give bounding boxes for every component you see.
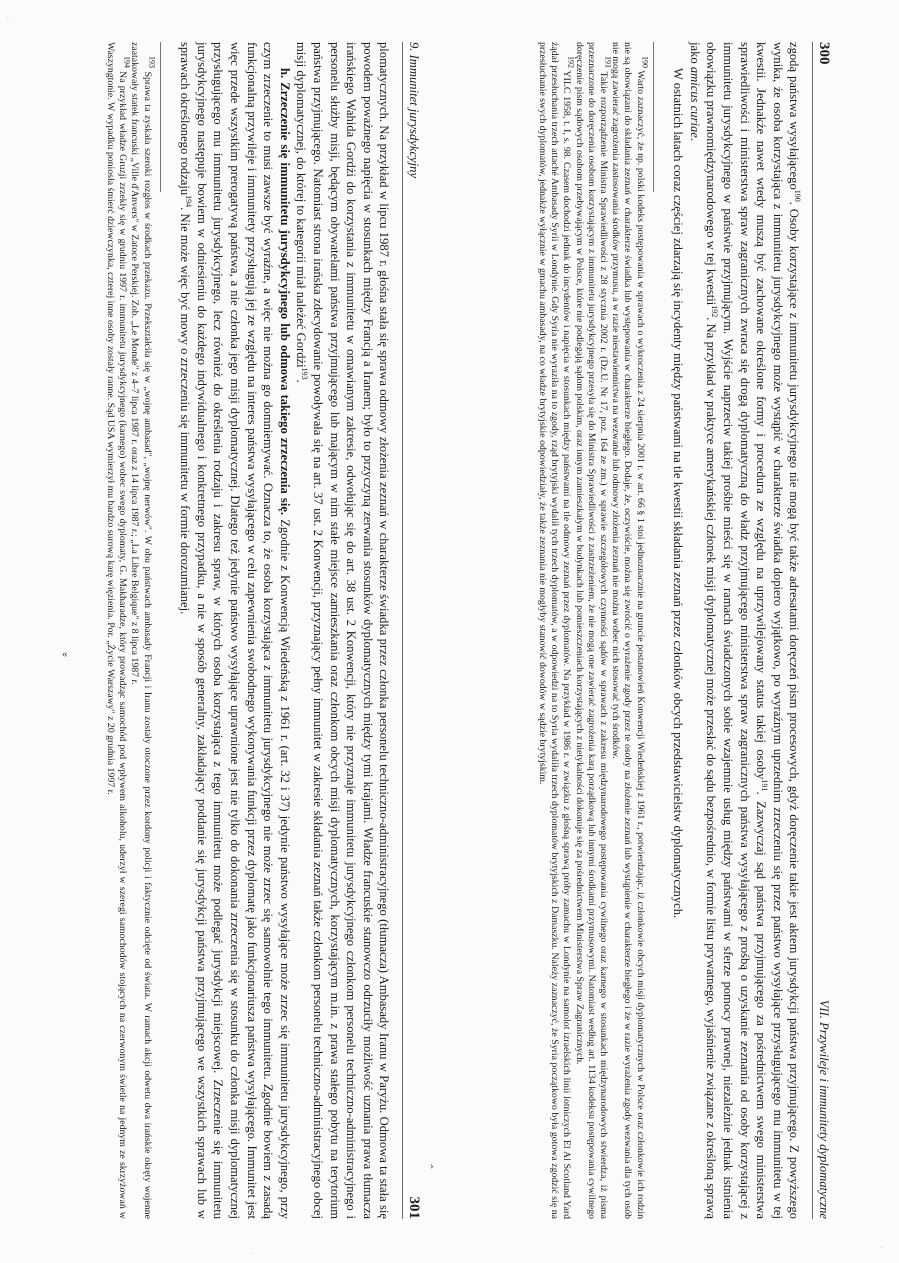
text-run: . Na przykład w praktyce amerykańskiej członek misji dyplomatycznej może przesłać do sądu bezpośrednio, w formie listu prywatnego, wyjaśnienie związane z określoną sprawą jako	[687, 42, 719, 1220]
text-run: plomatycznych. Na przykład w lipcu 1987 r. głośna stała się sprawa odmowy złożenia zeznań w charakterze świadka przez członka personelu techniczno-administracyjnego (tłumacza) Ambasady Iranu w Paryżu. Odmowa ta stała się powodem poważnego napięcia w stosunkach między Francją a Iranem; było to przyczyną zerwania stosunków dyplomatycznych między tymi krajami. Władze francuskie stanowczo odrzuciły możliwość uznania prawa tłumacza irańskiego Wahida Gordżi do korzystania z immunitetu w omawianym zakresie, odwołując się do art. 38 ust. 2 Konwencji, który nie przyznaje immunitetu jurysdykcyjnego członkom personelu techniczno-administracyjnego i personelu służby misji, będącym obywatelami państwa przyjmującego lub mającym w nim stałe miejsce zamieszkania oraz członkom obcych misji dyplomatycznych, korzystającym m.in. z prawa stałego pobytu na terytorium państwa przyjmującego. Natomiast strona irańska zdecydowanie powoływała się na art. 37 ust. 2 Konwencji, przyznający pełny immunitet w zakresie składania zeznań także członkom personelu techniczno-administracyjnego obcej misji dyplomatycznej, do której to kategorii miał należeć Gordżi	[294, 42, 392, 1219]
text-run: zgodą państwa wysyłającego	[787, 42, 802, 190]
footnote-ref: 193	[300, 367, 310, 380]
page-301	[23, 18, 428, 1243]
footnote-text: Na przykład władze Gruzji zrzekły się w grudniu 1997 r. immunitetu jurysdykcyjnego (karnego) wobec swego dyplomaty, G. Makharadze, który prowadząc samochód pod wpływem alkoholu, uderzył w szeregi samochodów stojących na czerwonym świetle na jednym ze skrzyżowań w Waszyngtonie. W wypadku poniosła śmierć dziewczynka, czterej inne osoby zostały ranne. Sąd USA wymierzył mu bardzo surową karę więzienia. Por. „Życie Warszawy" z 20 grudnia 1997 r.	[105, 42, 129, 1219]
text-run: Zgodnie z Konwencją Wiedeńską z 1961 r. (art. 32 i 37) jedynie państwo wysyłające może zrzec się immunitetu jurysdykcyjnego, przy czym zrzeczenie to musi zawsze być wyraźne, a więc nie można go domniemywać. Oznacza to, że osoba korzystająca z immunitetu jurysdykcyjnego nie może zrzec się samowolnie tego immunitetu. Zgodnie bowiem z zasadą funkcjonalną przywileje i immunitety przysługują jej ze względu na interes państwa wysyłającego w celu zapewnienia swobodnego wykonywania funkcji przez dyplomatę jako funkcjonariusza państwa wysyłającego. Immunitet jest więc przede wszystkim prerogatywą państwa, a nie członka jego misji dyplomatycznej. Dlatego też jedynie państwo wysyłające uprawnione jest nie tylko do dokonania zrzeczenia się w stosunku do członka misji dyplomatycznej przysługującego mu immunitetu jurysdykcyjnego, lecz również do określenia rodzaju i zakresu spraw, w których osoba korzystająca z tego immunitetu może podlegać jurysdykcji miejscowej. Zrzeczenie się immunitetu jurysdykcyjnego następuje bowiem w odniesieniu do każdego indywidualnego i konkretnego przypadku, a nie w sposób generalny, zakładający poddanie się jurysdykcji państwa przyjmującego we wszystkich sprawach lub w sprawach określonego rodzaju	[178, 42, 292, 1219]
scan-speck: ·	[250, 1248, 254, 1260]
footnote-text: Warto zaznaczyć, że np. polski kodeks postępowania w sprawach o wykroczenia z 24 sierpnia 2001 r. w art. 66 § 1 stoi jednoznacznie na gruncie postanowień Konwencji Wiedeńskiej z 1961 r., potwierdzając, iż członkowie obcych misji dyplomatycznych w Polsce oraz członkowie ich rodzin nie są obowiązani do składania zeznań w charakterze świadka lub występowania w charakterze biegłego. Dodaje, że, oczywiście, można się zwrócić o wyrażenie zgody przez te osoby na złożenie zeznań lub wystąpienie w charakterze biegłego i że w razie wyrażenia zgody wezwania dla tych osób nie mogą zawierać zagrożenia zastosowania środków przymusu, a w razie niestawiennictwa na wezwanie lub odmowy złożenia zeznań nie można wobec nich stosować tych środków.	[610, 42, 646, 1219]
text-run: W ostatnich latach coraz częściej zdarzają się incydenty między państwami na tle kwestii składania zeznań przez członków obcych przedstawicielstw dyplomatycznych.	[671, 68, 686, 919]
footnote-ref: 192	[710, 305, 720, 318]
footnote-divider	[653, 42, 654, 192]
footnote	[536, 42, 576, 1219]
paragraph	[293, 42, 393, 1219]
footnote-divider	[160, 42, 161, 192]
body-text	[670, 42, 803, 1219]
body-text	[177, 42, 393, 1219]
footnote	[609, 42, 649, 1219]
text-run: . Osoby korzystające z immunitetu jurysdykcyjnego nie mogą być także adresatami doręczeń pism procesowych, gdyż doręczenie takie jest aktem jurysdykcji państwa przyjmującego. Z powyższego wynika, że osoba korzystająca z immunitetu jurysdykcyjnego może wystąpić w charakterze świadka dopiero wyjątkowo, po wyraźnym uprzednim zrzeczeniu się przez państwo wysyłające przysługującego mu immunitetu w tej kwestii. Jednakże nawet wtedy muszą być zachowane określone formy i procedura ze względu na uprzywilejowany status takiej osoby	[754, 42, 802, 1219]
footnote-number: 194	[122, 56, 132, 68]
footnote-ref: 190	[793, 189, 803, 202]
scan-speck: ·	[880, 1242, 884, 1254]
footnote-ref: 191	[760, 779, 770, 792]
margin-mark: «	[62, 648, 68, 660]
scan-speck: ·	[6, 12, 10, 24]
page-300	[443, 18, 838, 1243]
text-run: . Zazwyczaj sąd państwa przyjmującego za pośrednictwem swego ministerstwa sprawiedliwości i ministerstwa spraw zagranicznych zwraca się drogą dyplomatyczną do władz przyjmującego ministerstwa spraw zagranicznych państwa wysyłającego z prośbą o uzyskanie zeznania od osoby korzystającej z immunitetu jurysdykcyjnego w państwie przyjmującym. Wyjście naprzeciw takiej prośbie mieści się w ramach świadczonych sobie wzajemnie usług między państwami w sferze pomocy prawnej, niezależnie jednak istnienia obowiązku prawnomiędzynarodowego w tej kwestii	[704, 42, 769, 1219]
footnote-number: 190	[639, 56, 649, 68]
footnote	[104, 42, 132, 1219]
running-header	[812, 42, 832, 1219]
footnote-text: YILC 1958, t. I, s. 98. Czasem dochodzi jednak do incydentów i napięcia w stosunkach między państwami na tle odmowy zeznań przez dyplomatów. Na przykład w 1986 r. w związku z głośną sprawą próby zamachu w Londynie na samolot izraelskich linii lotniczych El Al Scotland Yard żądał przesłuchania trzech attaché Ambasady Syrii w Londynie. Gdy Syria nie wyraziła na to zgody, rząd brytyjski wydalił tych trzech dyplomatów, a w odpowiedzi na to Syria wydaliła trzech dyplomatów brytyjskich z Damaszku. Należy zaznaczyć, że Syria początkowo była gotowa zgodzić się na przesłuchanie swych dyplomatów, jednakże wyłącznie w gmachu ambasady, na co władze brytyjskie odpowiedziały, że także zeznania nie mogłyby stanowić dowodów w sądzie brytyjskim.	[537, 42, 573, 1219]
footnote-text: Sprawa ta zyskała szeroki rozgłos w środkach przekazu. Przekształciła się w „wojnę ambasad", „wojnę nerwów". W obu państwach ambasady Francji i Iranu zostały otoczone przez kordony policji i faktycznie odcięte od świata. W ramach akcji odwetu dwa irańskie okręty wojenne zaatakowały statek francuski „Ville d'Anvers" w Zatoce Perskiej. Zob. „Le Monde" z 4–7 lipca 1987 r. oraz z 14 lipca 1987 r.; „La Libre Belgique" z 8 lipca 1987 r.	[129, 42, 153, 1219]
footnote-ref: 194	[184, 195, 194, 208]
margin-mark: ›	[430, 1160, 434, 1172]
text-run: . Nie może więc być mowy o zrzeczeniu się immunitetu w formie dorozumianej.	[178, 207, 193, 615]
footnotes	[104, 42, 156, 1219]
page-number: 300	[816, 42, 832, 65]
paragraph	[686, 42, 802, 1219]
running-header	[402, 42, 422, 1219]
text-run: .	[294, 379, 309, 383]
footnote-number: 191	[603, 56, 613, 68]
footnote-number: 193	[146, 56, 156, 68]
running-title: 9. Immunitet jurysdykcyjny	[407, 42, 421, 179]
section-heading: h. Zrzeczenie się immunitetu jurysdykcyjnego lub odmowa takiego zrzeczenia się.	[277, 68, 292, 516]
footnote	[572, 42, 613, 1219]
running-title: VII. Przywileje i immunitety dyplomatyczne	[817, 999, 831, 1219]
footnote-text: Takie rozporządzenie Ministra Sprawiedliwości z 28 stycznia 2002 r. (Dz.U. Nr 17, poz. 164 ze zm.) w sprawie szczegółowych czynności sądów w sprawach z zakresu międzynarodowego postępowania cywilnego oraz karnego w stosunkach międzynarodowych stwierdza, iż pisma przeznaczone do doręczenia osobom korzystającym z immunitetu jurysdykcyjnego przesyła się do Ministra Sprawiedliwości z zastrzeżeniem, że nie mogą one zawierać zagrożenia karą porządkową lub innymi środkami przymusowymi. Natomiast według art. 1134 kodeksu postępowania cywilnego doręczenie pism sądowych osobom przebywającym w Polsce, które nie podlegają sądom polskim, oraz innym zamieszkałym w budynkach lub pomieszczeniach korzystających z nietykalności dokonuje się za pośrednictwem Ministerstwa Spraw Zagranicznych.	[573, 42, 610, 1219]
footnote-number: 192	[566, 56, 576, 68]
footnotes	[536, 42, 649, 1219]
footnote	[128, 42, 156, 1219]
italic-term: amicus curiae	[687, 66, 702, 138]
paragraph	[670, 42, 687, 1219]
paragraph	[177, 42, 293, 1219]
text-run: .	[687, 137, 702, 141]
page-number: 301	[406, 1196, 422, 1219]
